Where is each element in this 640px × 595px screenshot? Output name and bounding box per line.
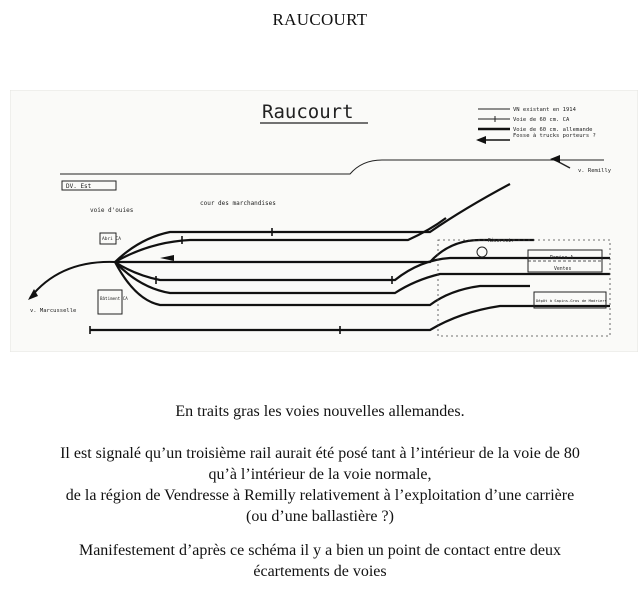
plan-title: Raucourt [262, 101, 354, 123]
batiment-building [98, 290, 122, 314]
track-6 [115, 262, 530, 305]
caption-third-rail [0, 443, 640, 527]
legend-label-2: Voie de 60 cm. allemande [513, 127, 593, 133]
caption-line: qu’à l’intérieur de la voie normale, [208, 466, 432, 483]
caption-line: écartements de voies [253, 563, 387, 580]
legend-label-0: VN existant en 1914 [513, 107, 576, 113]
fosse-arrow-head [160, 255, 174, 261]
legend-label-3: Fosse à trucks porteurs ? [513, 133, 596, 139]
label-depot: Dépôt à Sapins-Gros de Madriers [536, 298, 607, 303]
label-abri: Abri CA [102, 237, 121, 242]
caption-line: (ou d’une ballastière ?) [246, 508, 394, 525]
track-7 [90, 306, 610, 330]
track-5 [115, 262, 610, 293]
track-2 [115, 218, 446, 262]
label-dv-est: DV. Est [66, 183, 92, 190]
caption-line: Il est signalé qu’un troisième rail aurait été posé tant à l’intérieur de la voie de 80 [60, 445, 580, 462]
legend [476, 107, 596, 144]
track-1 [115, 184, 510, 262]
caption-contact-point [0, 540, 640, 582]
label-remise: Remise A [550, 256, 574, 261]
track-plan-drawing [10, 90, 638, 352]
remilly-arrow-head [550, 155, 560, 163]
legend-arrow-head [476, 136, 486, 144]
label-ventes: Ventes [554, 267, 572, 272]
page-title: RAUCOURT [272, 10, 368, 29]
label-to-remilly: v. Remilly [578, 168, 612, 174]
label-voie-douce: voie d'ouies [90, 207, 134, 214]
label-reservoir: Réservoir [488, 239, 514, 244]
track-from-marcusselle [30, 262, 115, 298]
caption-line: Manifestement d’après ce schéma il y a bien un point de contact entre deux [78, 542, 562, 559]
caption-line: En traits gras les voies nouvelles allemandes. [175, 403, 465, 420]
caption-bold-tracks [0, 401, 640, 422]
label-batiment: Bâtiment CA [100, 296, 128, 301]
main-line-normal-gauge [60, 160, 604, 174]
reservoir-circle [477, 247, 487, 257]
caption-line: de la région de Vendresse à Remilly relativement à l’exploitation d’une carrière [65, 487, 575, 504]
legend-label-1: Voie de 60 cm. CA [513, 117, 570, 123]
label-cour-marchandises: cour des marchandises [200, 200, 276, 207]
label-to-mouzon: v. Marcusselle [30, 308, 77, 314]
depot-enclosure [438, 240, 610, 336]
track-plan-figure [10, 90, 638, 352]
